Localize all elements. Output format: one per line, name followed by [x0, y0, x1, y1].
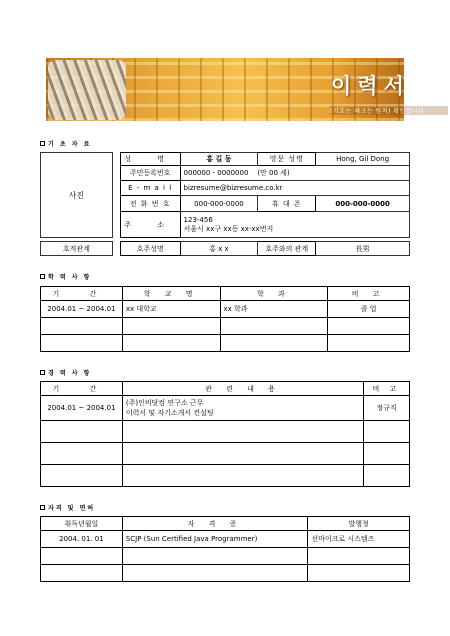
edu-period[interactable]: 2004.01 ~ 2004.01 [41, 301, 123, 318]
license-date[interactable] [41, 548, 123, 565]
rrn-label: 주민등록번호 [120, 166, 180, 181]
mobile-value[interactable]: 000-000-0000 [316, 196, 410, 212]
edu-header-school: 학 교 명 [122, 287, 220, 301]
license-header-date: 취득년월일 [41, 517, 123, 531]
name-value[interactable]: 홍 길 동 [180, 153, 258, 166]
checkbox-square-icon [40, 505, 45, 510]
age-value: (만 00 세) [257, 169, 290, 177]
eng-name-label: 영문 성명 [258, 153, 316, 166]
table-row [41, 335, 410, 352]
license-date[interactable] [41, 565, 123, 582]
email-label: E - m a i l [120, 181, 180, 196]
name-label: 성 명 [120, 153, 180, 166]
career-line-1: (주)인비닷컴 연구소 근무 [125, 399, 204, 407]
edu-note[interactable] [328, 335, 410, 352]
basic-info-table [40, 152, 410, 256]
edu-school[interactable]: xx 대학교 [122, 301, 220, 318]
table-row [41, 396, 410, 421]
table-row [41, 443, 410, 465]
photo-cell[interactable]: 사진 [41, 153, 113, 238]
section-label: 학 력 사 항 [48, 274, 92, 281]
section-title-license [40, 503, 95, 512]
rrn-value: 000000 - 0000000 [183, 169, 249, 177]
career-note[interactable] [364, 421, 410, 443]
head-relation-value[interactable]: 長男 [316, 242, 410, 256]
license-table [40, 516, 410, 582]
checkbox-square-icon [40, 274, 45, 279]
phone-value[interactable]: 000-000-0000 [180, 196, 258, 212]
address-cell[interactable] [180, 212, 409, 238]
edu-period[interactable] [41, 335, 123, 352]
license-header-issuer: 발행청 [308, 517, 410, 531]
head-relation-label: 호주와의 관계 [258, 242, 316, 256]
edu-note[interactable] [328, 318, 410, 335]
eng-name-value[interactable]: Hong, Gil Dong [316, 153, 410, 166]
edu-major[interactable] [220, 335, 328, 352]
edu-major[interactable] [220, 318, 328, 335]
license-cert[interactable] [122, 565, 308, 582]
license-issuer[interactable] [308, 548, 410, 565]
section-title-basic [40, 139, 91, 148]
license-issuer[interactable]: 선마이크로 시스템즈 [308, 531, 410, 548]
section-label: 자격 및 면허 [48, 505, 96, 512]
education-table [40, 286, 410, 352]
section-title-career [40, 368, 91, 377]
table-row [41, 301, 410, 318]
table-row [41, 531, 410, 548]
edu-major[interactable]: xx 학과 [220, 301, 328, 318]
banner-subtitle: (기호는 체크는 원칙) 확인합니다 [330, 106, 448, 115]
gear-graphic-icon [48, 60, 126, 120]
career-header-content: 관 련 내 용 [122, 382, 363, 396]
career-note[interactable] [364, 465, 410, 487]
zipcode-value: 123-456 [183, 215, 213, 224]
phone-label: 전 화 번 호 [120, 196, 180, 212]
career-content[interactable] [122, 396, 363, 421]
career-note[interactable] [364, 443, 410, 465]
career-period[interactable] [41, 443, 123, 465]
license-cert[interactable] [122, 548, 308, 565]
title-banner [46, 58, 425, 121]
license-date[interactable]: 2004. 01. 01 [41, 531, 123, 548]
career-header-note: 비 고 [364, 382, 410, 396]
edu-header-note: 비 고 [328, 287, 410, 301]
edu-school[interactable] [122, 335, 220, 352]
email-value[interactable]: bizresume@bizresume.co.kr [180, 181, 409, 196]
head-name-label: 호주성명 [120, 242, 180, 256]
rrn-cell[interactable] [180, 166, 409, 181]
career-note[interactable]: 정규직 [364, 396, 410, 421]
career-content[interactable] [122, 465, 363, 487]
edu-header-major: 학 과 [220, 287, 328, 301]
page-title: 이력서 [331, 74, 410, 98]
head-name-value[interactable]: 홍 x x [180, 242, 258, 256]
license-header-cert: 자 격 증 [122, 517, 308, 531]
checkbox-square-icon [40, 141, 45, 146]
career-period[interactable] [41, 421, 123, 443]
table-row [41, 548, 410, 565]
career-content[interactable] [122, 443, 363, 465]
career-header-period: 기 간 [41, 382, 123, 396]
license-cert[interactable]: SCJP (Sun Certified Java Programmer) [122, 531, 308, 548]
edu-note[interactable]: 졸 업 [328, 301, 410, 318]
edu-period[interactable] [41, 318, 123, 335]
section-label: 경 력 사 항 [48, 370, 92, 377]
career-line-2: 이력서 및 자기소개서 컨설팅 [125, 409, 214, 417]
address-value: 서울시 xx구 xx동 xx-xx번지 [183, 224, 274, 233]
career-content[interactable] [122, 421, 363, 443]
family-relation-label: 호적관계 [41, 242, 113, 256]
mobile-label: 휴 대 폰 [258, 196, 316, 212]
career-period[interactable]: 2004.01 ~ 2004.01 [41, 396, 123, 421]
edu-school[interactable] [122, 318, 220, 335]
section-title-education [40, 272, 91, 281]
table-row [41, 565, 410, 582]
license-issuer[interactable] [308, 565, 410, 582]
table-row [41, 421, 410, 443]
career-table [40, 381, 410, 487]
table-row [41, 465, 410, 487]
edu-header-period: 기 간 [41, 287, 123, 301]
checkbox-square-icon [40, 370, 45, 375]
section-label: 기 초 자 료 [48, 141, 92, 148]
career-period[interactable] [41, 465, 123, 487]
table-row [41, 318, 410, 335]
address-label: 주 소 [120, 212, 180, 238]
